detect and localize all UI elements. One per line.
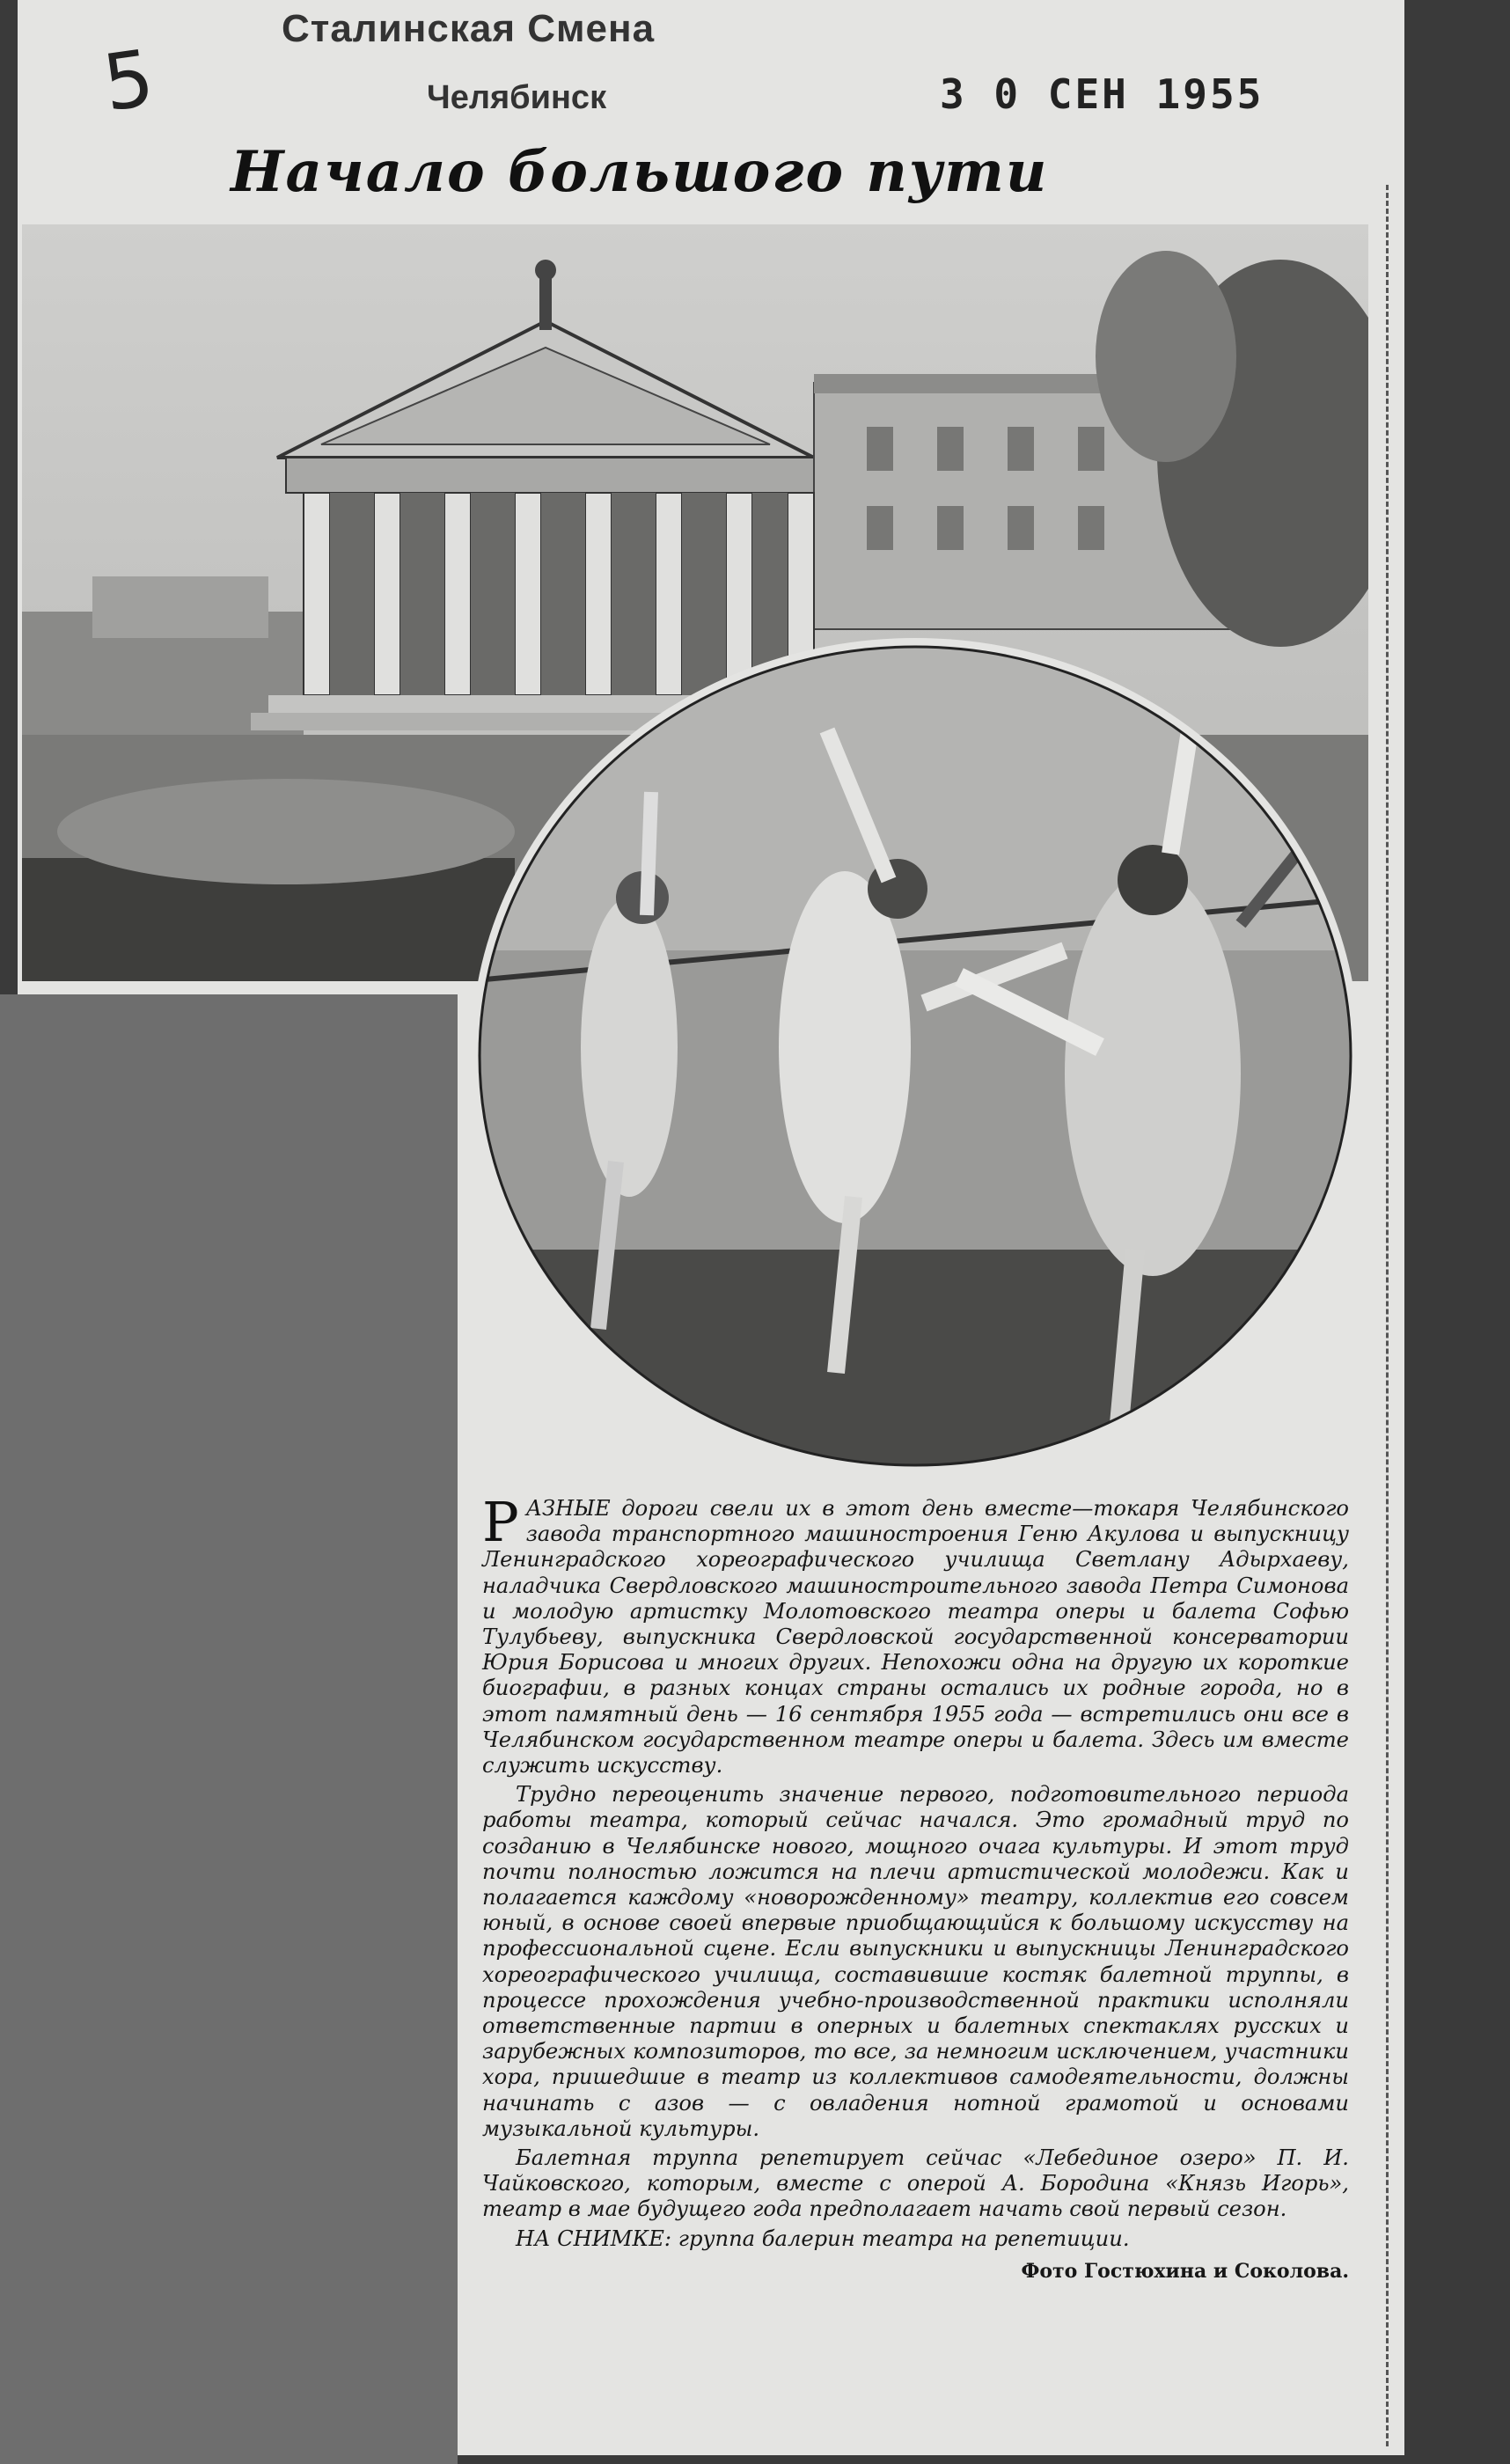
- date-stamp: 3 0 CEH 1955: [940, 70, 1264, 118]
- photo-credit: Фото Гостюхина и Соколова.: [1021, 2259, 1349, 2283]
- article-paragraph: [482, 1490, 1349, 1778]
- backing-board: [0, 994, 458, 2464]
- page-border: [1386, 185, 1408, 2446]
- clipping-header: [0, 0, 1510, 229]
- paragraph-text: АЗНЫЕ дороги свели их в этот день вместе—токаря Челябинского завода транспортного машиностроения Геню Акулова и выпускницу Ленинградского хореографического училища Светлану Адырхаеву, наладчика Свердловского машиностроительного завода Петра Симонова и молодую артистку Молотовского театра оперы и балета Софью Тулубьеву, выпускника Свердловской государственной консерватории Юрия Борисова и многих других. Непохожи одна на другую их короткие биографии, в разных концах страны остались их родные города, но в этот памятный день — 16 сентября 1955 года — встретились они все в Челябинском государственном театре оперы и балета. Здесь им вместе служить искусству.: [482, 1496, 1349, 1778]
- article-paragraph: Балетная труппа репетирует сейчас «Лебединое озеро» П. И. Чайковского, которым, вместе с оперой А. Бородина «Князь Игорь», театр в мае будущего года предполагает начать свой первый сезон.: [482, 2145, 1349, 2222]
- photo-caption: НА СНИМКЕ: группа балерин театра на репетиции.: [516, 2226, 1130, 2251]
- handwritten-number: 5: [98, 32, 159, 129]
- newspaper-city: Челябинск: [427, 79, 607, 116]
- article-headline: Начало большого пути: [231, 139, 1049, 205]
- drop-cap: Р: [482, 1490, 519, 1554]
- newspaper-name: Сталинская Смена: [282, 7, 656, 50]
- ballerinas-rehearsal-photo: [466, 634, 1364, 1478]
- article-body: [482, 1490, 1349, 2284]
- article-paragraph: Трудно переоценить значение первого, подготовительного периода работы театра, который сейчас начался. Это громадный труд по созданию в Челябинске нового, мощного очага культуры. И этот труд почти полностью ложится на плечи артистической молодежи. Как и полагается каждому «новорожденному» театру, коллектив его совсем юный, в основе своей впервые приобщающийся к большому искусству на профессиональной сцене. Если выпускники и выпускницы Ленинградского хореографического училища, составившие костяк балетной труппы, в процессе прохождения учебно-производственной практики исполняли ответственные партии в оперных и балетных спектаклях русских и зарубежных композиторов, то все, за немногим исключением, участники хора, пришедшие в театр из коллективов самодеятельности, должны начинать с азов — с овладения нотной грамотой и основами музыкальной культуры.: [482, 1782, 1349, 2141]
